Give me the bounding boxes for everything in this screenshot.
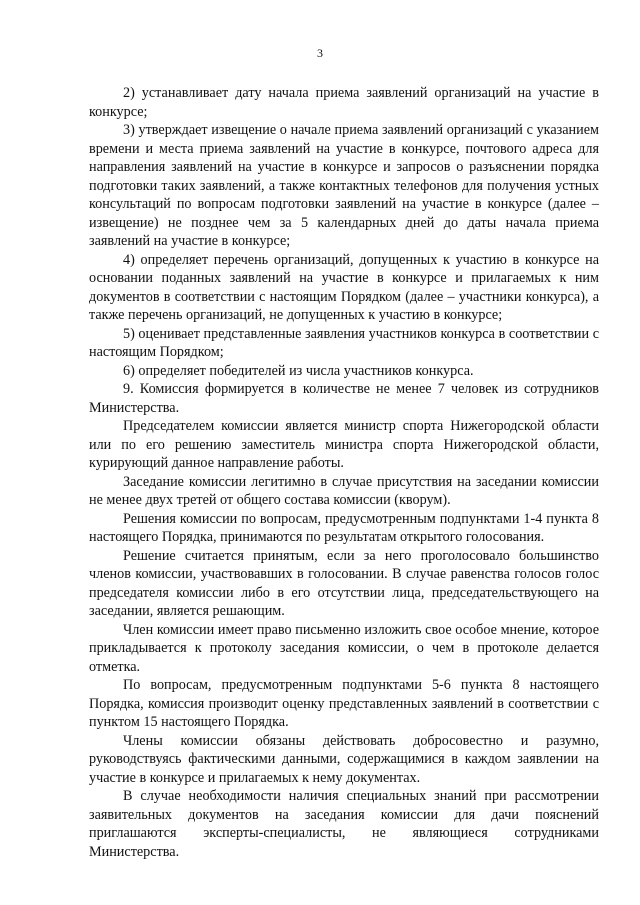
paragraph: 6) определяет победителей из числа участников конкурса. bbox=[123, 362, 474, 379]
paragraph: 5) оценивает представленные заявления участников конкурса в соответствии с настоящим Порядком; bbox=[89, 325, 599, 360]
paragraph: 3) утверждает извещение о начале приема заявлений организаций с указанием времени и места приема заявлений на участие в конкурсе, почтового адреса для направления заявлений на участие в конкурсе и запросов о разъяснении порядка подготовки таких заявлений, а также контактных телефонов для получения устных консультаций по вопросам подготовки заявлений на участие в конкурсе (далее – извещение) не позднее чем за 5 календарных дней до даты начала приема заявлений на участие в конкурсе; bbox=[89, 122, 599, 249]
paragraph: Члены комиссии обязаны действовать добросовестно и разумно, руководствуясь фактическими данными, содержащимися в каждом заявлении на участие в конкурсе и прилагаемых к нему документах. bbox=[89, 732, 599, 786]
paragraph: 4) определяет перечень организаций, допущенных к участию в конкурсе на основании поданных заявлений на участие в конкурсе и прилагаемых к ним документов в соответствии с настоящим Порядком (далее – участники конкурса), а также перечень организаций, не допущенных к участию в конкурсе; bbox=[89, 251, 599, 323]
paragraph: 9. Комиссия формируется в количестве не менее 7 человек из сотрудников Министерства. bbox=[89, 381, 599, 416]
paragraph: Решение считается принятым, если за него проголосовало большинство членов комиссии, участвовавших в голосовании. В случае равенства голосов голос председателя комиссии либо в его отсутствии лица, председательствующего на заседании, является решающим. bbox=[89, 547, 599, 619]
paragraph: Член комиссии имеет право письменно изложить свое особое мнение, которое прикладывается к протоколу заседания комиссии, о чем в протоколе делается отметка. bbox=[89, 621, 599, 675]
paragraph: Председателем комиссии является министр спорта Нижегородской области или по его решению заместитель министра спорта Нижегородской области, курирующий данное направление работы. bbox=[89, 418, 599, 471]
paragraph: Решения комиссии по вопросам, предусмотренным подпунктами 1-4 пункта 8 настоящего Порядка, принимаются по результатам открытого голосования. bbox=[89, 510, 599, 545]
paragraph: В случае необходимости наличия специальных знаний при рассмотрении заявительных документов на заседания комиссии для дачи пояснений приглашаются эксперты-специалисты, не являющиеся сотрудниками Министерства. bbox=[89, 788, 599, 860]
paragraph: Заседание комиссии легитимно в случае присутствия на заседании комиссии не менее двух третей от общего состава комиссии (кворум). bbox=[89, 473, 599, 508]
page-number: 3 bbox=[317, 46, 323, 60]
paragraph: 2) устанавливает дату начала приема заявлений организаций на участие в конкурсе; bbox=[89, 85, 599, 120]
document-body bbox=[89, 84, 599, 861]
paragraph: По вопросам, предусмотренным подпунктами 5-6 пункта 8 настоящего Порядка, комиссия производит оценку представленных заявлений в соответствии с пунктом 15 настоящего Порядка. bbox=[89, 677, 599, 730]
